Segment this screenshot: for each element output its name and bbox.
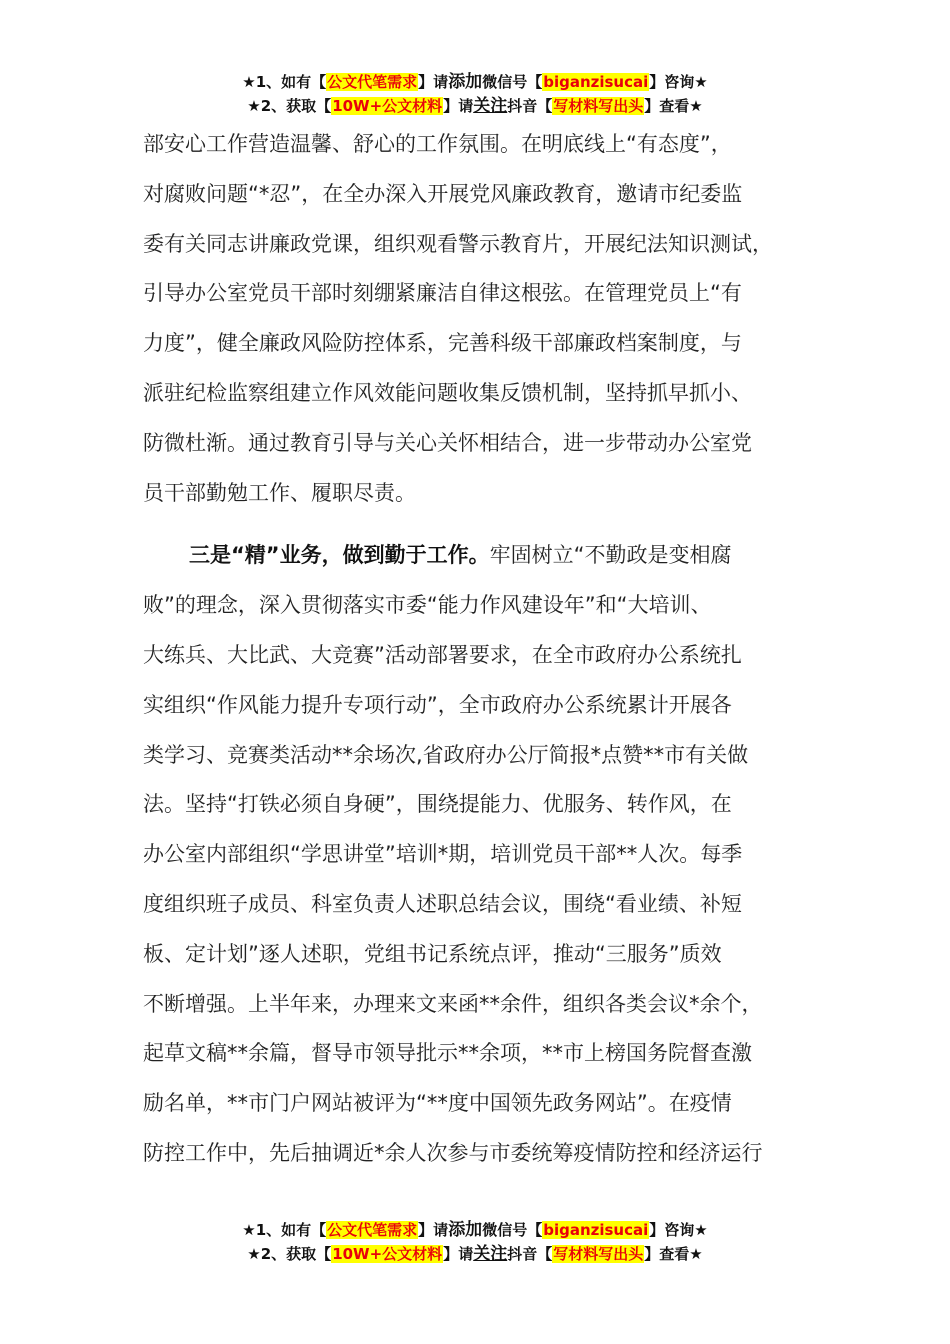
highlight-materials: 10W+公文材料 <box>332 1245 443 1263</box>
paragraph-2 <box>143 531 833 1178</box>
document-body <box>143 120 833 1179</box>
banner-line-1: ★1、如有【公文代笔需求】请添加微信号【biganzisucai】咨询★ <box>242 1220 708 1240</box>
banner-line-2: ★2、获取【10W+公文材料】请关注抖音【写材料写出头】查看★ <box>247 96 703 116</box>
text-line: 度组织班子成员、科室负责人述职总结会议，围绕“看业绩、补短 <box>143 891 742 916</box>
highlight-douyin-account: 写材料写出头 <box>553 1245 644 1263</box>
text-line: 力度”，健全廉政风险防控体系，完善科级干部廉政档案制度，与 <box>143 331 742 356</box>
text-line: 类学习、竞赛类活动**余场次,省政府办公厅简报*点赞**市有关做 <box>143 742 749 767</box>
banner-line-2: ★2、获取【10W+公文材料】请关注抖音【写材料写出头】查看★ <box>247 1244 703 1264</box>
text-line: 对腐败问题“*忍”，在全办深入开展党风廉政教育，邀请市纪委监 <box>143 181 743 206</box>
text-line: 引导办公室党员干部时刻绷紧廉洁自律这根弦。在管理党员上“有 <box>143 281 742 306</box>
text-line: 法。坚持“打铁必须自身硬”，围绕提能力、优服务、转作风，在 <box>143 792 732 817</box>
text-line: 起草文稿**余篇，督导市领导批示**余项，**市上榜国务院督查激 <box>143 1041 752 1066</box>
text-line: 派驻纪检监察组建立作风效能问题收集反馈机制，坚持抓早抓小、 <box>143 380 752 405</box>
highlight-materials: 10W+公文材料 <box>332 97 443 115</box>
text-line: 部安心工作营造温馨、舒心的工作氛围。在明底线上“有态度”， <box>143 132 732 156</box>
text-line: 大练兵、大比武、大竞赛”活动部署要求，在全市政府办公系统扎 <box>143 642 742 667</box>
text-line: 防微杜渐。通过教育引导与关心关怀相结合，进一步带动办公室党 <box>143 430 752 455</box>
footer-banner <box>0 1218 950 1266</box>
header-banner <box>0 70 950 118</box>
banner-line-1: ★1、如有【公文代笔需求】请添加微信号【biganzisucai】咨询★ <box>242 72 708 92</box>
text-line: 实组织“作风能力提升专项行动”，全市政府办公系统累计开展各 <box>143 692 732 717</box>
text-line: 败”的理念，深入贯彻落实市委“能力作风建设年”和“大培训、 <box>143 593 712 618</box>
text-line: 员干部勤勉工作、履职尽责。 <box>143 480 416 505</box>
text-line: 板、定计划”逐人述职，党组书记系统点评，推动“三服务”质效 <box>143 941 722 966</box>
text-line: 不断增强。上半年来，办理来文来函**余件，组织各类会议*余个， <box>143 991 763 1016</box>
highlight-douyin-account: 写材料写出头 <box>553 97 644 115</box>
highlight-service: 公文代笔需求 <box>327 1221 418 1239</box>
text-line: 防控工作中，先后抽调近*余人次参与市委统筹疫情防控和经济运行 <box>143 1140 763 1165</box>
text-line: 委有关同志讲廉政党课，组织观看警示教育片，开展纪法知识测试， <box>143 231 773 256</box>
text-line: 励名单，**市门户网站被评为“**度中国领先政务网站”。在疫情 <box>143 1091 732 1116</box>
text-line-first: 三是“精”业务，做到勤于工作。牢固树立“不勤政是变相腐 <box>189 543 732 568</box>
section-heading: 三是“精”业务，做到勤于工作。 <box>189 543 490 568</box>
highlight-service: 公文代笔需求 <box>327 73 418 91</box>
paragraph-1 <box>143 120 833 518</box>
text-line: 办公室内部组织“学思讲堂”培训*期，培训党员干部**人次。每季 <box>143 842 743 867</box>
highlight-wechat-id: biganzisucai <box>543 1221 649 1239</box>
highlight-wechat-id: biganzisucai <box>543 73 649 91</box>
